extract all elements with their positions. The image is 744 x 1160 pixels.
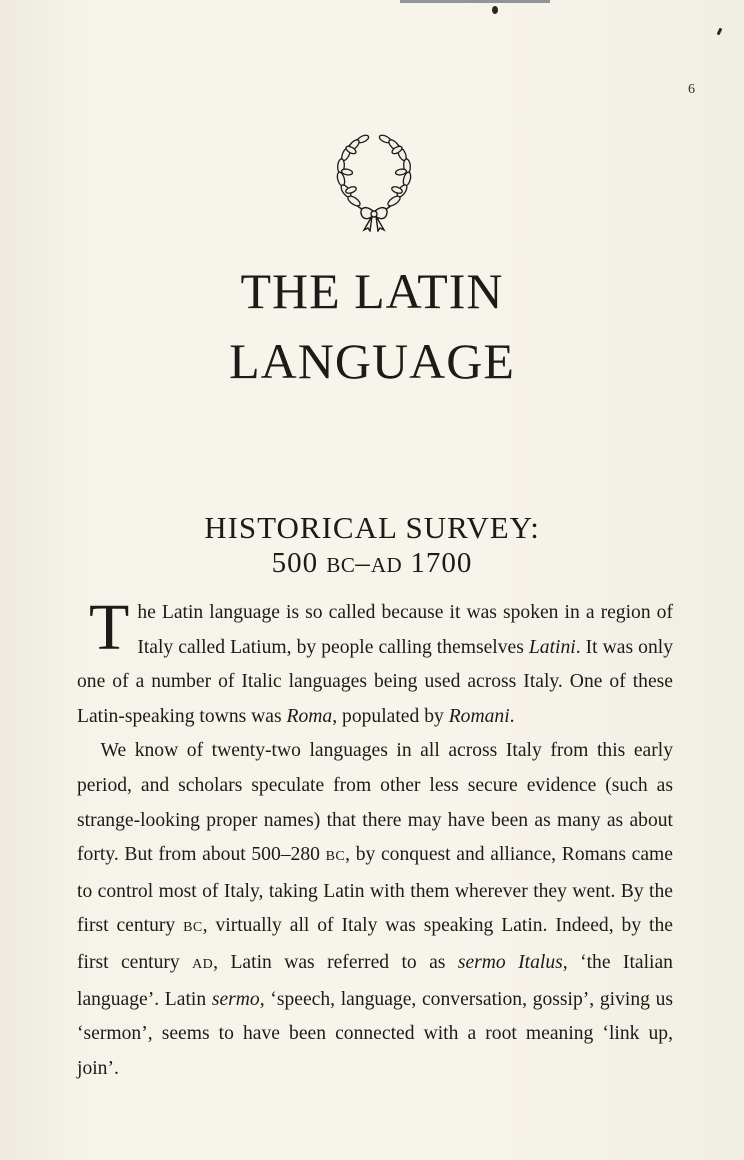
date-start: 500 xyxy=(271,547,327,579)
section-date-range xyxy=(0,547,744,580)
era-bc: BC xyxy=(183,920,203,936)
text-run: , by conquest and alliance, Romans came to control most of Italy, taking Latin with them wherever they went. By the first century xyxy=(77,844,673,937)
ink-speck xyxy=(492,6,498,14)
chapter-title-line-2: LANGUAGE xyxy=(229,333,515,389)
era-ad: AD xyxy=(370,553,403,577)
text-run: , ‘the Italian language’. Latin xyxy=(77,951,673,1010)
text-run: he Latin language is so called because it was spoken in a region of Italy called Latium, by people calling themselves xyxy=(137,602,673,658)
text-run: , ‘speech, language, conversation, gossip’, giving us ‘sermon’, seems to have been connected with a root meaning ‘link up, join’. xyxy=(77,988,673,1079)
text-run: . It was only one of a number of Italic languages being used across Italy. One of these Latin-speaking towns was xyxy=(77,636,673,727)
date-end: 1700 xyxy=(402,547,473,579)
era-bc: BC xyxy=(326,553,356,577)
page-edge-strip xyxy=(400,0,550,3)
text-run: , populated by xyxy=(332,705,449,727)
italic-term-roma: Roma xyxy=(286,705,333,727)
gutter-mark: 6 xyxy=(688,82,695,97)
paragraph-1 xyxy=(77,591,673,734)
ink-speck xyxy=(717,28,723,36)
chapter-title-line-1: THE LATIN xyxy=(240,263,504,319)
era-ad: AD xyxy=(192,956,214,972)
italic-term-latini: Latini xyxy=(528,636,576,658)
paragraph-2 xyxy=(77,734,673,1086)
date-dash: – xyxy=(355,547,371,579)
text-run: . xyxy=(509,705,515,727)
italic-term-sermo: sermo xyxy=(211,988,260,1010)
bleed-through-header xyxy=(480,82,485,98)
body-text xyxy=(77,591,673,1086)
section-title: HISTORICAL SURVEY: xyxy=(204,510,540,545)
text-run: We know of twenty-two languages in all across Italy from this early period, and scholars speculate from other less secure evidence (such as strange-looking proper names) that there may have been as many as about forty. But from about 500–280 xyxy=(77,740,673,866)
era-bc: BC xyxy=(325,849,346,865)
text-run: , Latin was referred to as xyxy=(213,951,458,973)
italic-term-sermo-italus: sermo Italus xyxy=(457,951,563,973)
italic-term-romani: Romani xyxy=(448,705,510,727)
drop-cap: T xyxy=(89,591,130,664)
text-run: , virtually all of Italy was speaking Latin. Indeed, by the first century xyxy=(77,915,673,973)
laurel-wreath-icon xyxy=(332,128,416,232)
